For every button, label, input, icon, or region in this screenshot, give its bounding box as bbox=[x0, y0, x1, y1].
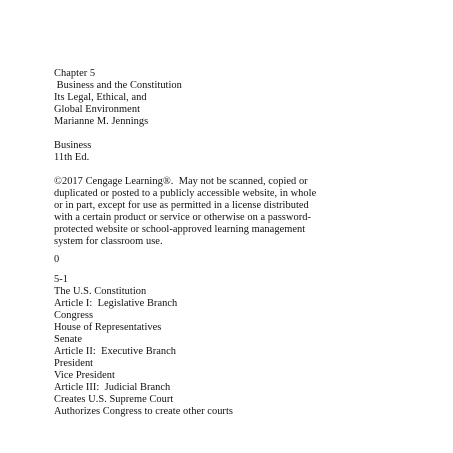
chapter-title-line-3: Global Environment bbox=[54, 104, 141, 115]
slide-line-article-2: Article II: Executive Branch bbox=[54, 346, 177, 357]
author-name: Marianne M. Jennings bbox=[54, 116, 149, 127]
slide-line-congress: Congress bbox=[54, 310, 94, 321]
slide-line-constitution: The U.S. Constitution bbox=[54, 286, 147, 297]
slide-line-president: President bbox=[54, 358, 94, 369]
slide-line-article-3: Article III: Judicial Branch bbox=[54, 382, 171, 393]
slide-line-supreme-court: Creates U.S. Supreme Court bbox=[54, 394, 174, 405]
chapter-label: Chapter 5 bbox=[54, 68, 96, 79]
copyright-line-1: ©2017 Cengage Learning®. May not be scanned, copied or bbox=[54, 176, 308, 187]
slide-line-vice-president: Vice President bbox=[54, 370, 115, 381]
chapter-title-line-1: Business and the Constitution bbox=[54, 80, 182, 91]
copyright-line-3: or in part, except for use as permitted in a license distributed bbox=[54, 200, 309, 211]
slide-number-zero: 0 bbox=[54, 254, 60, 265]
copyright-line-6: system for classroom use. bbox=[54, 236, 163, 247]
slide-number: 5-1 bbox=[54, 274, 69, 285]
chapter-title-line-2: Its Legal, Ethical, and bbox=[54, 92, 147, 103]
copyright-line-2: duplicated or posted to a publicly accessible website, in whole bbox=[54, 188, 317, 199]
book-edition: 11th Ed. bbox=[54, 152, 90, 163]
slide-line-other-courts: Authorizes Congress to create other courts bbox=[54, 406, 233, 417]
copyright-line-5: protected website or school-approved learning management bbox=[54, 224, 306, 235]
slide-line-senate: Senate bbox=[54, 334, 82, 345]
slide-line-house: House of Representatives bbox=[54, 322, 162, 333]
slide-line-article-1: Article I: Legislative Branch bbox=[54, 298, 178, 309]
copyright-line-4: with a certain product or service or otherwise on a password- bbox=[54, 212, 311, 223]
book-name: Business bbox=[54, 140, 92, 151]
